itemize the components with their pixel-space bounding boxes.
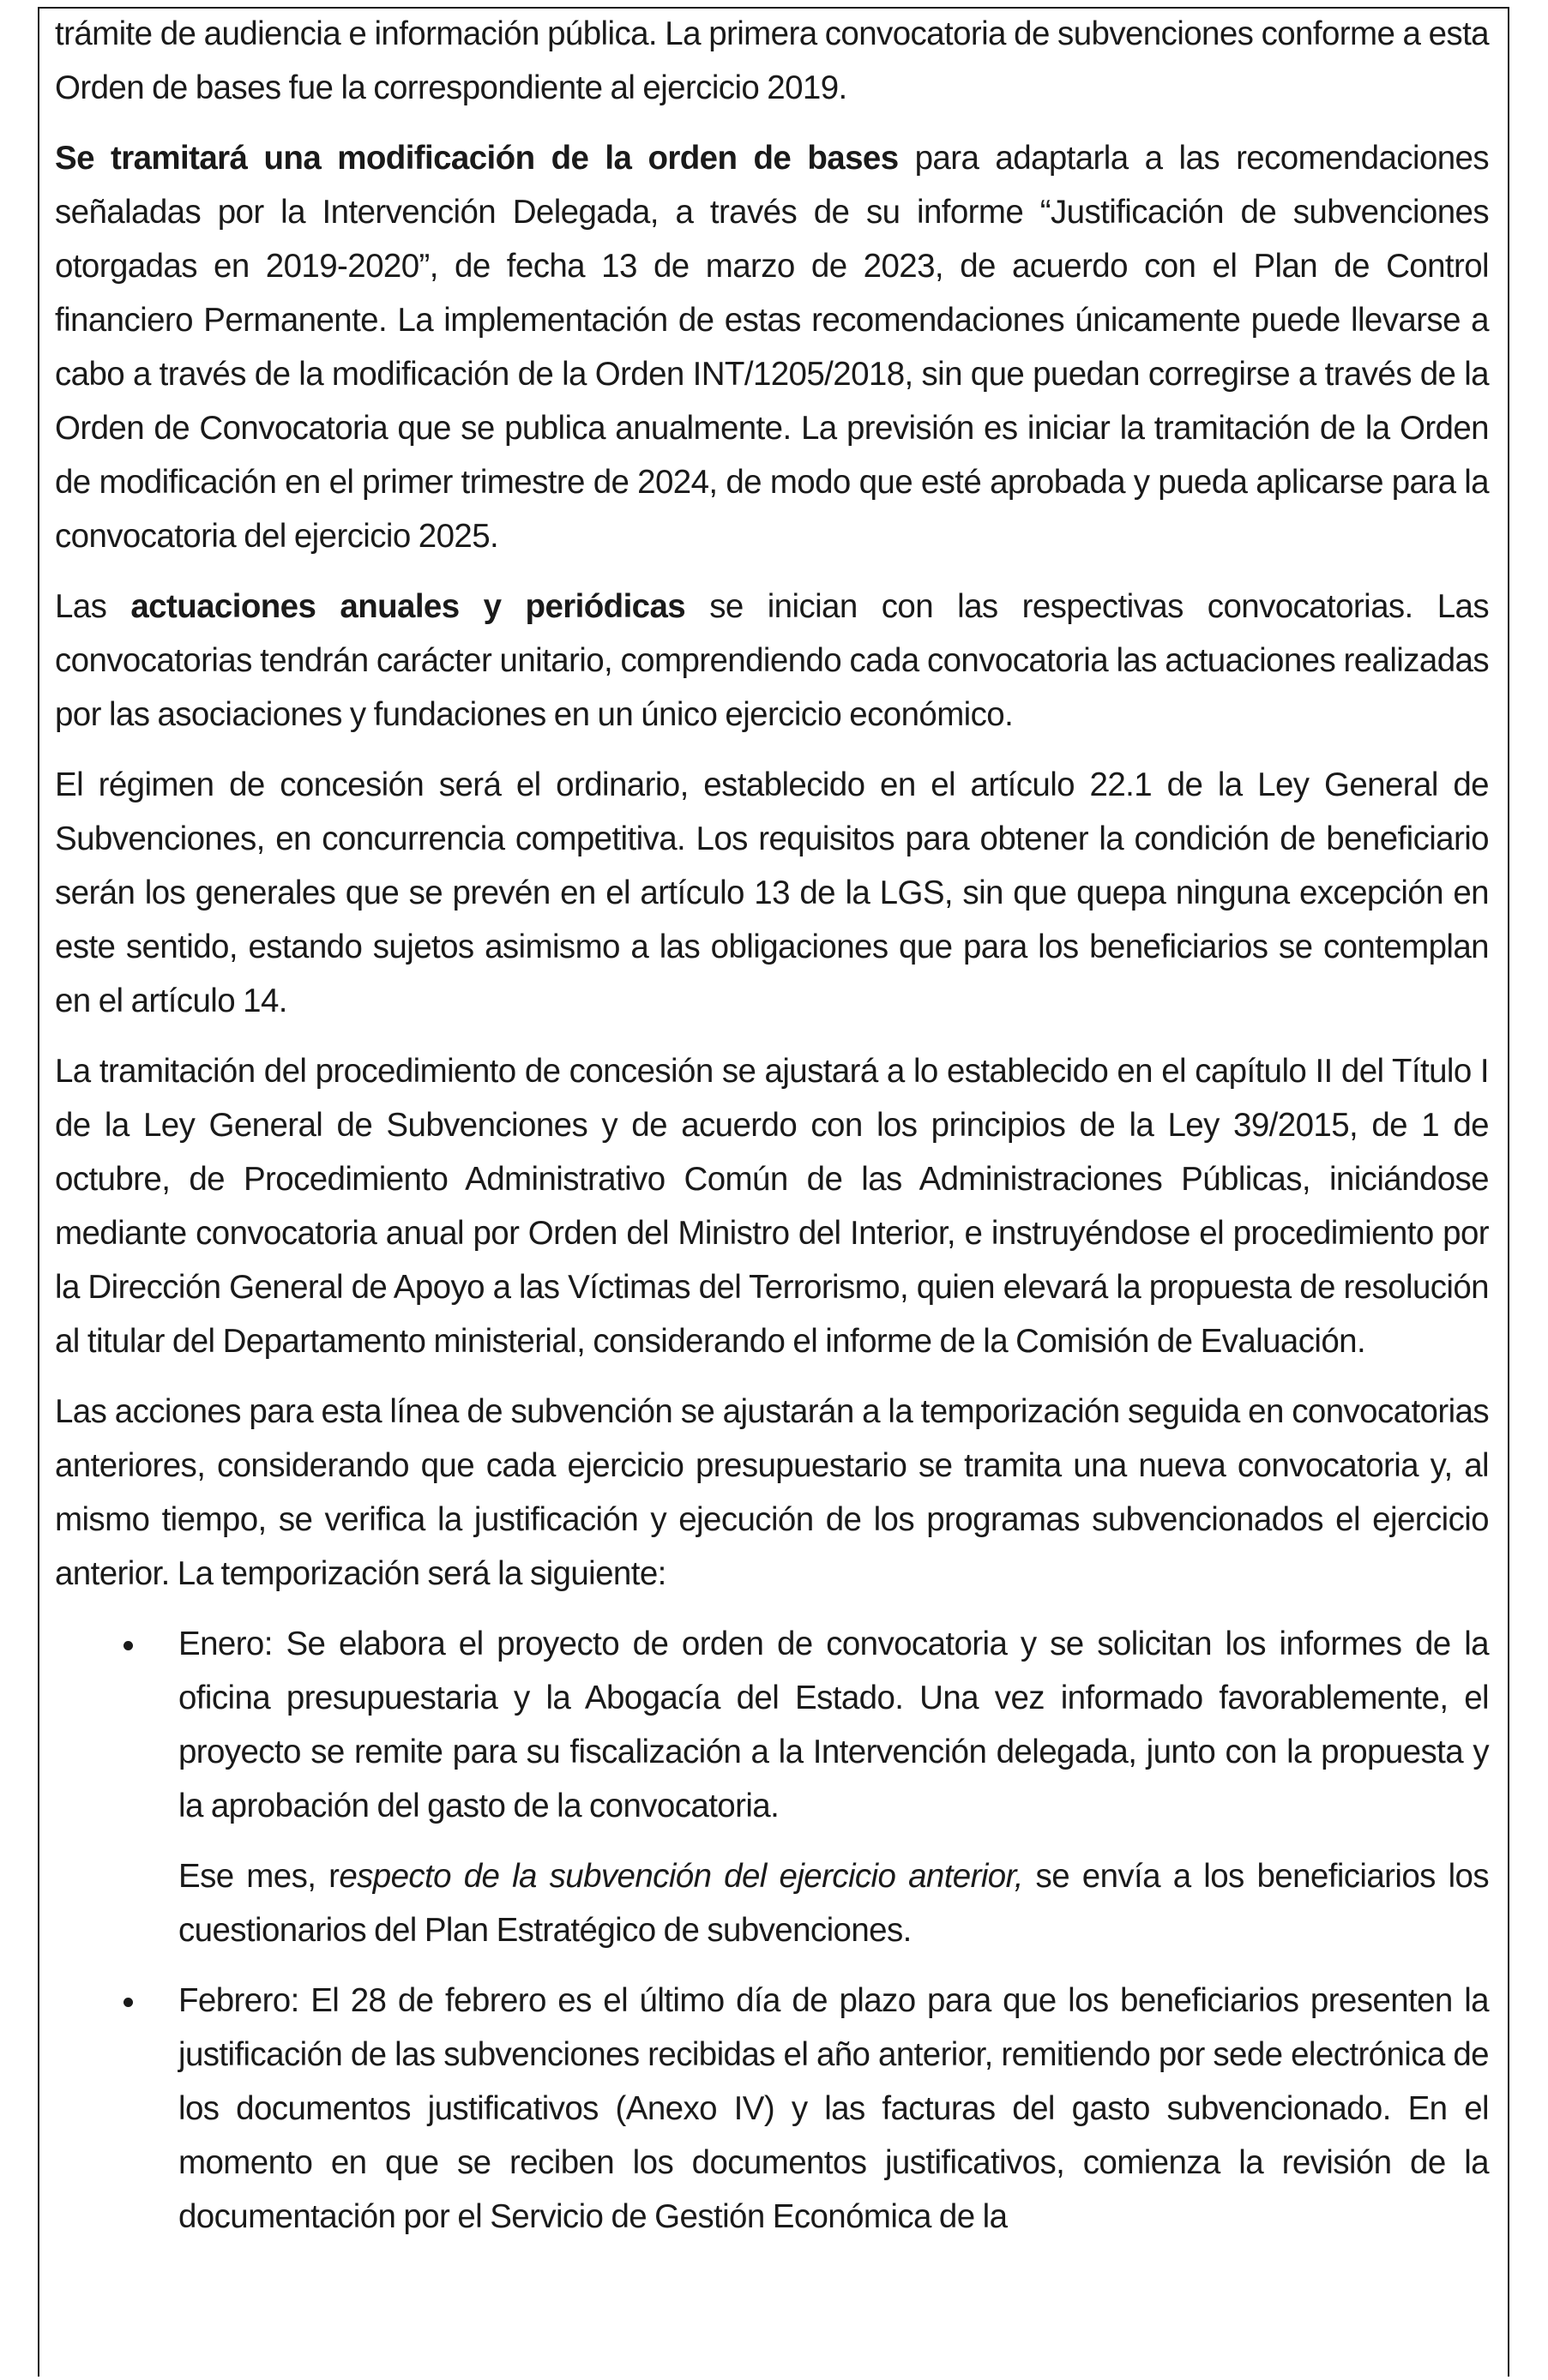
bullet-icon [123, 1998, 133, 2007]
list-item-enero-text: Enero: Se elabora el proyecto de orden de convocatoria y se solicitan los informes de la oficina presupuestaria y la Abogacía del Estado. Una vez informado favorablemente, el proyecto se remite para su fiscalización a la Intervención delegada, junto con la propuesta y la aprobación del gasto de la convocatoria. [178, 1626, 1489, 1824]
list-item-febrero [55, 1974, 1489, 2244]
list-item-febrero-text: Febrero: El 28 de febrero es el último día de plazo para que los beneficiarios presenten la justificación de las subvenciones recibidas el año anterior, remitiendo por sede electrónica de los documentos justificativos (Anexo IV) y las facturas del gasto subvencionado. En el momento en que se reciben los documentos justificativos, comienza la revisión de la documentación por el Servicio de Gestión Económica de la [178, 1982, 1489, 2235]
bullet-icon [123, 1641, 133, 1650]
timeline-list-continued [55, 1974, 1489, 2244]
list-item-enero-subparagraph [55, 1849, 1489, 1957]
paragraph-regimen: El régimen de concesión será el ordinario, establecido en el artículo 22.1 de la Ley General de Subvenciones, en concurrencia competitiva. Los requisitos para obtener la condición de beneficiario serán los generales que se prevén en el artículo 13 de la LGS, sin que quepa ninguna excepción en este sentido, estando sujetos asimismo a las obligaciones que para los beneficiarios se contemplan en el artículo 14. [55, 766, 1489, 1019]
paragraph-acciones: Las acciones para esta línea de subvención se ajustarán a la temporización seguida en convocatorias anteriores, considerando que cada ejercicio presupuestario se tramita una nueva convocatoria y, al mismo tiempo, se verifica la justificación y ejecución de los programas subvencionados el ejercicio anterior. La temporización será la siguiente: [55, 1393, 1489, 1592]
document-body [55, 7, 1489, 2260]
subparagraph-text: se envía a los beneficiarios los cuestionarios del Plan Estratégico de subvenciones. [178, 1858, 1489, 1949]
paragraph-actuaciones-text: se inician con las respectivas convocatorias. Las convocatorias tendrán carácter unitario, comprendiendo cada convocatoria las actuaciones realizadas por las asociaciones y fundaciones en un único ejercicio económico. [55, 588, 1489, 733]
paragraph-actuaciones-pre: Las [55, 588, 131, 625]
bold-phrase-actuaciones: actuaciones anuales y periódicas [130, 588, 686, 625]
paragraph-modificacion-text: para adaptarla a las recomendaciones señaladas por la Intervención Delegada, a través de su informe “Justificación de subvenciones otorgadas en 2019-2020”, de fecha 13 de marzo de 2023, de acuerdo con el Plan de Control financiero Permanente. La implementación de estas recomendaciones únicamente puede llevarse a cabo a través de la modificación de la Orden INT/1205/2018, sin que puedan corregirse a través de la Orden de Convocatoria que se publica anualmente. La previsión es iniciar la tramitación de la Orden de modificación en el primer trimestre de 2024, de modo que esté aprobada y pueda aplicarse para la convocatoria del ejercicio 2025. [55, 140, 1489, 555]
paragraph-tramitacion: La tramitación del procedimiento de concesión se ajustará a lo establecido en el capítulo II del Título I de la Ley General de Subvenciones y de acuerdo con los principios de la Ley 39/2015, de 1 de octubre, de Procedimiento Administrativo Común de las Administraciones Públicas, iniciándose mediante convocatoria anual por Orden del Ministro del Interior, e instruyéndose el procedimiento por la Dirección General de Apoyo a las Víctimas del Terrorismo, quien elevará la propuesta de resolución al titular del Departamento ministerial, considerando el informe de la Comisión de Evaluación. [55, 1053, 1489, 1360]
paragraph-continuation: trámite de audiencia e información pública. La primera convocatoria de subvenciones conforme a esta Orden de bases fue la correspondiente al ejercicio 2019. [55, 15, 1489, 106]
bold-phrase-modificacion: Se tramitará una modificación de la orden de bases [55, 140, 899, 177]
timeline-list [55, 1617, 1489, 1833]
paragraph-actuaciones [55, 580, 1489, 742]
italic-phrase: especto de la subvención del ejercicio anterior, [339, 1858, 1023, 1895]
list-item-enero [55, 1617, 1489, 1833]
subparagraph-pre: Ese mes, r [178, 1858, 340, 1895]
paragraph-modificacion [55, 131, 1489, 563]
